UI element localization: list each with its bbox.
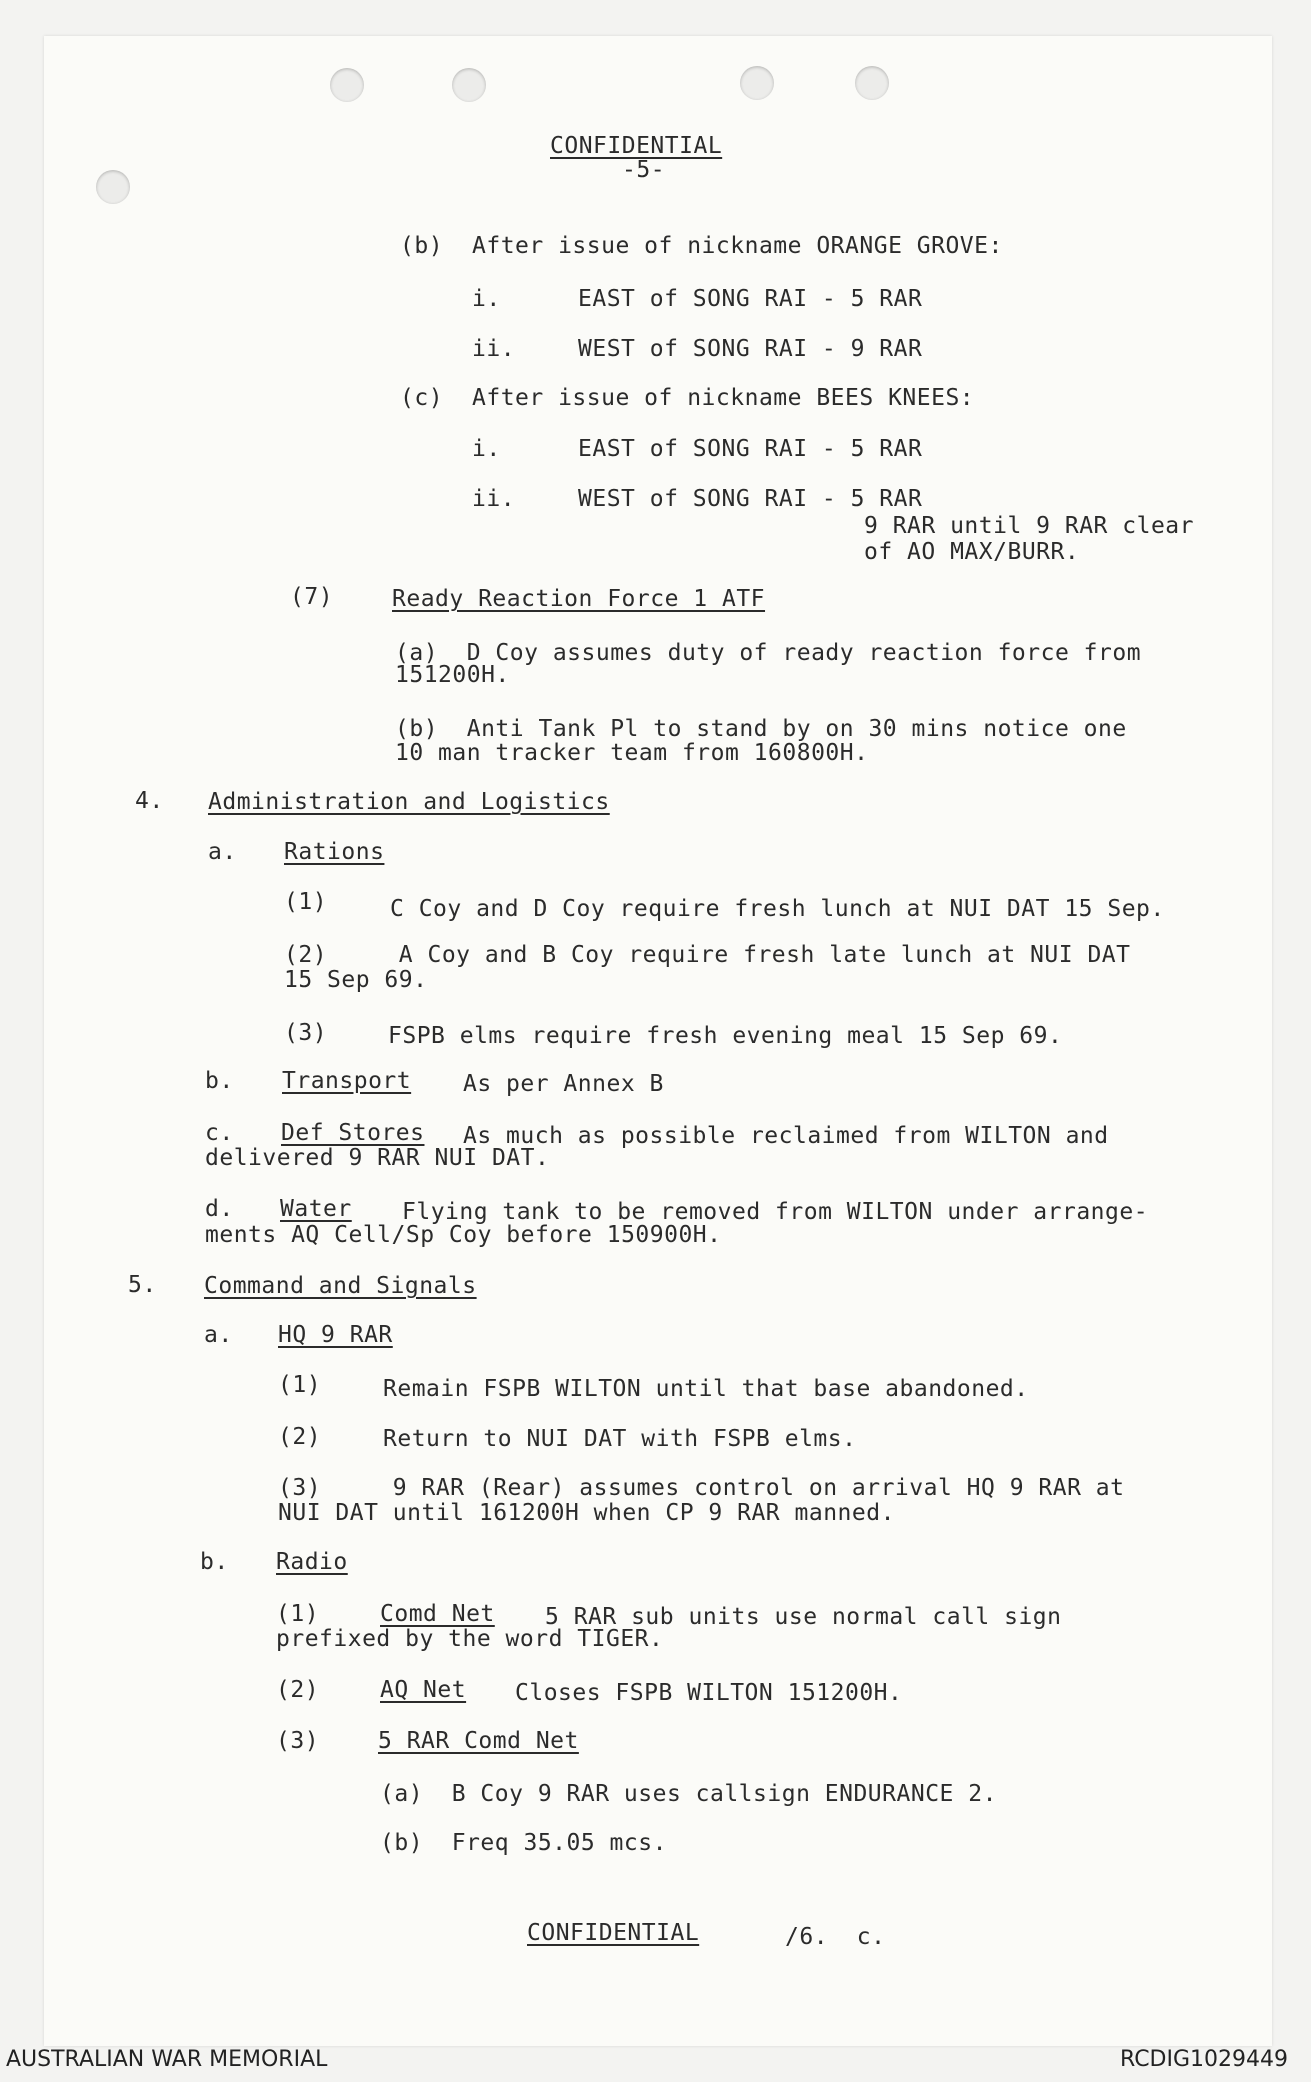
subsection-label: b. bbox=[200, 1549, 229, 1575]
item-text: WEST of SONG RAI - 5 RAR bbox=[578, 486, 923, 512]
para-text: 151200H. bbox=[395, 662, 510, 688]
item-text: Return to NUI DAT with FSPB elms. bbox=[383, 1426, 857, 1452]
item-label: (1) bbox=[276, 1601, 320, 1627]
subsection-label: b. bbox=[205, 1068, 234, 1094]
para-heading: Ready Reaction Force 1 ATF bbox=[392, 586, 766, 612]
subsection-text: As much as possible reclaimed from WILTON and bbox=[463, 1123, 1109, 1149]
item-text: After issue of nickname ORANGE GROVE: bbox=[472, 233, 1003, 259]
item-text: (3) 9 RAR (Rear) assumes control on arrival HQ 9 RAR at bbox=[278, 1475, 1125, 1501]
item-text: After issue of nickname BEES KNEES: bbox=[472, 385, 975, 411]
para-number: (7) bbox=[290, 584, 334, 610]
page-number: -5- bbox=[622, 157, 666, 183]
item-label: (b) bbox=[400, 233, 444, 259]
item-text: (b) Freq 35.05 mcs. bbox=[380, 1830, 667, 1856]
item-heading: Comd Net bbox=[380, 1601, 495, 1627]
item-text: of AO MAX/BURR. bbox=[864, 539, 1080, 565]
punch-hole bbox=[855, 66, 889, 100]
item-text: EAST of SONG RAI - 5 RAR bbox=[578, 286, 923, 312]
item-text: FSPB elms require fresh evening meal 15 Sep 69. bbox=[388, 1023, 1063, 1049]
section-number: 5. bbox=[128, 1272, 157, 1298]
classification-header: CONFIDENTIAL bbox=[550, 133, 723, 159]
section-heading: Administration and Logistics bbox=[208, 789, 610, 815]
subsection-text: delivered 9 RAR NUI DAT. bbox=[205, 1145, 550, 1171]
item-label: (3) bbox=[284, 1020, 328, 1046]
subsection-label: d. bbox=[205, 1196, 234, 1222]
subsection-text: As per Annex B bbox=[463, 1071, 664, 1097]
item-heading: 5 RAR Comd Net bbox=[378, 1728, 579, 1754]
subsection-label: c. bbox=[205, 1120, 234, 1146]
item-text: (2) A Coy and B Coy require fresh late lunch at NUI DAT bbox=[284, 942, 1131, 968]
continuation-note: /6. c. bbox=[785, 1924, 886, 1950]
item-label: (1) bbox=[284, 889, 328, 915]
para-text: (a) D Coy assumes duty of ready reaction force from bbox=[395, 640, 1142, 666]
punch-hole bbox=[330, 68, 364, 102]
item-text: Closes FSPB WILTON 151200H. bbox=[515, 1680, 903, 1706]
item-label: ii. bbox=[472, 336, 516, 362]
item-label: i. bbox=[472, 286, 501, 312]
item-label: (2) bbox=[278, 1424, 322, 1450]
subsection-label: a. bbox=[204, 1322, 233, 1348]
item-text: WEST of SONG RAI - 9 RAR bbox=[578, 336, 923, 362]
subsection-label: a. bbox=[208, 839, 237, 865]
archive-label: AUSTRALIAN WAR MEMORIAL bbox=[6, 2047, 328, 2072]
item-text: C Coy and D Coy require fresh lunch at NUI DAT 15 Sep. bbox=[390, 896, 1165, 922]
item-text: Remain FSPB WILTON until that base abandoned. bbox=[383, 1376, 1029, 1402]
item-text: NUI DAT until 161200H when CP 9 RAR manned. bbox=[278, 1500, 895, 1526]
subsection-heading: HQ 9 RAR bbox=[278, 1322, 393, 1348]
subsection-heading: Rations bbox=[284, 839, 385, 865]
item-text: prefixed by the word TIGER. bbox=[276, 1626, 664, 1652]
archive-id: RCDIG1029449 bbox=[1120, 2047, 1289, 2072]
item-label: (3) bbox=[276, 1728, 320, 1754]
item-text: (a) B Coy 9 RAR uses callsign ENDURANCE 2. bbox=[380, 1781, 997, 1807]
classification-footer: CONFIDENTIAL bbox=[527, 1920, 700, 1946]
section-number: 4. bbox=[135, 788, 164, 814]
item-label: (c) bbox=[400, 385, 444, 411]
item-text: EAST of SONG RAI - 5 RAR bbox=[578, 436, 923, 462]
item-text: 5 RAR sub units use normal call sign bbox=[545, 1604, 1062, 1630]
para-text: 10 man tracker team from 160800H. bbox=[395, 740, 869, 766]
item-label: i. bbox=[472, 436, 501, 462]
item-heading: AQ Net bbox=[380, 1677, 467, 1703]
subsection-heading: Radio bbox=[276, 1549, 348, 1575]
subsection-text: Flying tank to be removed from WILTON under arrange- bbox=[402, 1199, 1149, 1225]
subsection-text: ments AQ Cell/Sp Coy before 150900H. bbox=[205, 1222, 722, 1248]
punch-hole bbox=[452, 68, 486, 102]
item-label: (1) bbox=[278, 1372, 322, 1398]
item-text: 9 RAR until 9 RAR clear bbox=[864, 513, 1194, 539]
section-heading: Command and Signals bbox=[204, 1273, 477, 1299]
para-text: (b) Anti Tank Pl to stand by on 30 mins notice one bbox=[395, 716, 1127, 742]
subsection-heading: Def Stores bbox=[281, 1120, 425, 1146]
subsection-heading: Transport bbox=[282, 1068, 412, 1094]
subsection-heading: Water bbox=[280, 1196, 352, 1222]
punch-hole bbox=[96, 170, 130, 204]
item-label: ii. bbox=[472, 486, 516, 512]
item-label: (2) bbox=[276, 1677, 320, 1703]
punch-hole bbox=[740, 66, 774, 100]
item-text: 15 Sep 69. bbox=[284, 967, 428, 993]
